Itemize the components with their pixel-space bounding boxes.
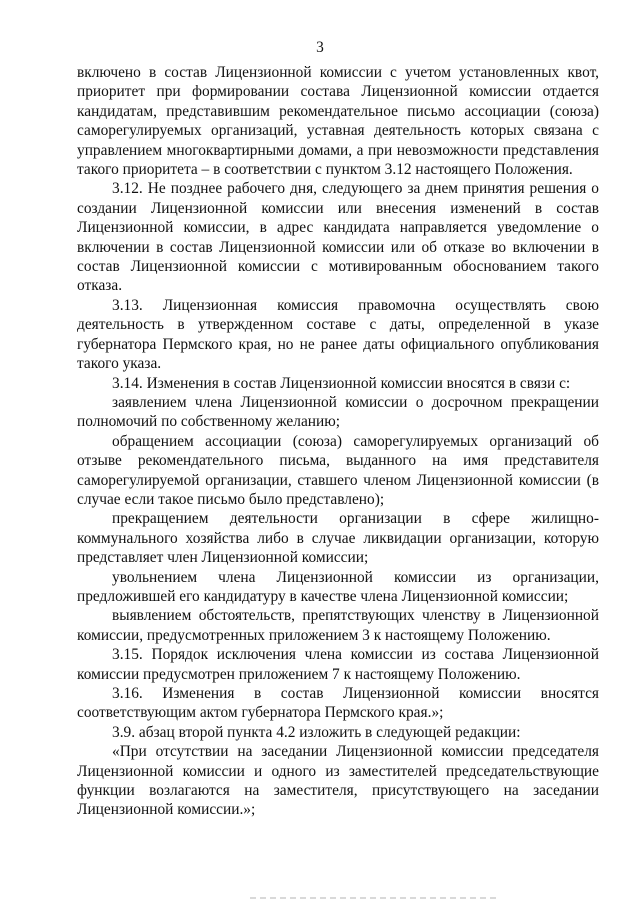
scan-artifact <box>250 897 500 899</box>
paragraph-3-15: 3.15. Порядок исключения члена комиссии из состава Лицензионной комиссии предусмотрен приложением 7 к настоящему Положению. <box>77 646 599 683</box>
paragraph-3-12: 3.12. Не позднее рабочего дня, следующего за днем принятия решения о создании Лицензионной комиссии или внесения изменений в состав Лицензионной комиссии, в адрес кандидата направляется уведомление о включении в состав Лицензионной комиссии или об отказе во включении в состав Лицензионной комиссии с мотивированным обоснованием такого отказа. <box>77 180 599 295</box>
paragraph-quoted-amendment: «При отсутствии на заседании Лицензионной комиссии председателя Лицензионной комиссии и одного из заместителей председательствующие функции возлагаются на заместителя, присутствующего на заседании Лицензионной комиссии.»; <box>77 743 599 819</box>
list-item-resignation: заявлением члена Лицензионной комиссии о досрочном прекращении полномочий по собственному желанию; <box>77 393 599 431</box>
paragraph-3-14: 3.14. Изменения в состав Лицензионной комиссии вносятся в связи с: <box>112 374 571 392</box>
paragraph-3-13: 3.13. Лицензионная комиссия правомочна осуществлять свою деятельность в утвержденном составе с даты, определенной в указе губернатора Пермского края, но не ранее даты официального опубликования такого указа. <box>77 296 599 373</box>
page-number: 3 <box>316 39 324 56</box>
paragraph-continuation: включено в состав Лицензионной комиссии с учетом установленных квот, приоритет при формировании состава Лицензионной комиссии отдается кандидатам, представившим рекомендательное письмо ассоциации (союза) саморегулируемых организаций, уставная деятельность которых связана с управлением многоквартирными домами, а при невозможности представления такого приоритета – в соответствии с пунктом 3.12 настоящего Положения. <box>77 64 599 179</box>
list-item-recommendation-withdrawal: обращением ассоциации (союза) саморегулируемых организаций об отзыве рекомендательного письма, выданного на имя представителя саморегулируемой организации, ставшего членом Лицензионной комиссии (в случае если такое письмо было представлено); <box>77 432 599 508</box>
list-item-circumstances: выявлением обстоятельств, препятствующих членству в Лицензионной комиссии, предусмотренных приложением 3 к настоящему Положению. <box>77 607 599 644</box>
paragraph-3-16: 3.16. Изменения в состав Лицензионной комиссии вносятся соответствующим актом губернатора Пермского края.»; <box>77 685 599 722</box>
paragraph-3-9: 3.9. абзац второй пункта 4.2 изложить в следующей редакции: <box>112 723 521 741</box>
list-item-dismissal: увольнением члена Лицензионной комиссии из организации, предложившей его кандидатуру в качестве члена Лицензионной комиссии; <box>77 568 599 605</box>
document-body <box>77 63 599 820</box>
list-item-organization-termination: прекращением деятельности организации в сфере жилищно-коммунального хозяйства либо в случае ликвидации организации, которую представляет член Лицензионной комиссии; <box>77 510 599 567</box>
